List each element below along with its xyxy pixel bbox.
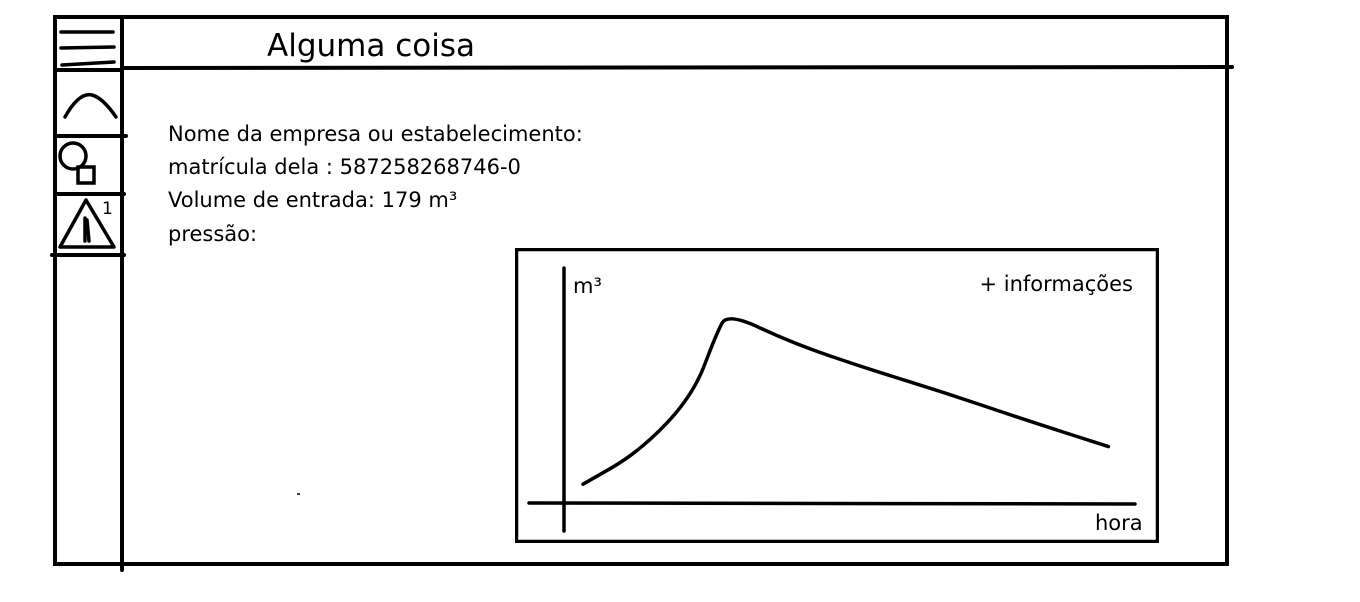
shapes-icon xyxy=(55,136,121,194)
sidebar-shapes-button[interactable] xyxy=(55,136,121,194)
x-axis-label: hora xyxy=(1095,511,1143,535)
x-axis xyxy=(529,503,1135,504)
page-title: Alguma coisa xyxy=(267,28,475,64)
warning-icon xyxy=(55,196,121,254)
y-axis-label: m³ xyxy=(573,274,602,298)
pressure-label: pressão: xyxy=(168,222,258,246)
volume-chart xyxy=(515,248,1159,543)
more-info-link[interactable]: + informações xyxy=(979,272,1133,296)
series-line-volume xyxy=(583,319,1108,484)
inlet-volume-line: Volume de entrada: 179 m³ xyxy=(168,188,458,212)
sidebar-menu-button[interactable] xyxy=(55,17,121,68)
sidebar-alerts-button[interactable] xyxy=(55,196,121,254)
chevron-up-icon xyxy=(55,70,121,134)
alerts-badge: 1 xyxy=(102,199,113,219)
hamburger-icon xyxy=(55,17,121,68)
sidebar-collapse-button[interactable] xyxy=(55,70,121,134)
company-name-label: Nome da empresa ou estabelecimento: xyxy=(168,122,583,146)
registration-line: matrícula dela : 587258268746-0 xyxy=(168,155,521,179)
